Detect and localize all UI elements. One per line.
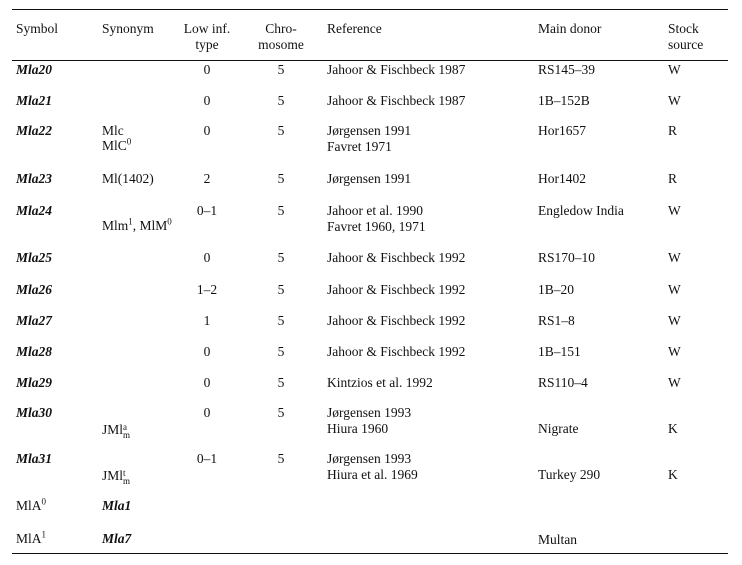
row-symbol: Mla27	[16, 313, 53, 328]
row-symbol: MlA$^1$	[16, 529, 47, 546]
row-synonym: Mlc	[102, 123, 124, 138]
row-low-inf: 1	[203, 313, 211, 328]
header-chromosome-line2: mosome	[258, 37, 304, 52]
header-main-donor: Main donor	[538, 21, 602, 36]
row-donor: Turkey 290	[538, 467, 601, 482]
row-low-inf: 0	[203, 405, 211, 420]
row-symbol: Mla24	[16, 203, 53, 218]
row-donor: Multan	[538, 532, 577, 547]
row-chromosome: 5	[277, 171, 285, 186]
row-reference: Jahoor & Fischbeck 1987	[327, 62, 466, 77]
row-reference-2: Favret 1971	[327, 139, 392, 154]
row-stock: W	[668, 62, 681, 77]
row-reference: Jahoor & Fischbeck 1987	[327, 93, 466, 108]
row-low-inf: 0	[203, 62, 211, 77]
row-reference-2: Hiura 1960	[327, 421, 389, 436]
row-symbol: Mla25	[16, 250, 53, 265]
table-header-rule	[12, 60, 728, 61]
header-symbol: Symbol	[16, 21, 59, 36]
row-symbol: MlA$^0$	[16, 496, 47, 513]
header-stock	[668, 21, 703, 53]
row-reference: Jahoor & Fischbeck 1992	[327, 250, 466, 265]
row-synonym: JMl t m	[102, 468, 131, 486]
row-stock: W	[668, 344, 681, 359]
row-reference-2: Favret 1960, 1971	[327, 219, 426, 234]
row-low-inf: 0–1	[196, 451, 218, 466]
row-stock: R	[668, 171, 678, 186]
row-reference: Jørgensen 1993	[327, 451, 412, 466]
row-chromosome: 5	[277, 282, 285, 297]
row-synonym-2: MlC$^0$	[102, 136, 132, 153]
row-donor: 1B–151	[538, 344, 581, 359]
row-stock: K	[668, 421, 678, 436]
row-reference: Jørgensen 1991	[327, 123, 412, 138]
header-synonym: Synonym	[102, 21, 154, 36]
row-reference: Jørgensen 1993	[327, 405, 412, 420]
row-chromosome: 5	[277, 203, 285, 218]
row-donor: RS145–39	[538, 62, 596, 77]
row-donor: RS1–8	[538, 313, 575, 328]
row-donor: Engledow India	[538, 203, 624, 218]
row-stock: K	[668, 467, 678, 482]
row-reference: Jahoor & Fischbeck 1992	[327, 344, 466, 359]
row-low-inf: 0	[203, 123, 211, 138]
row-low-inf: 0	[203, 250, 211, 265]
row-donor: RS110–4	[538, 375, 588, 390]
row-stock: W	[668, 375, 681, 390]
row-synonym: JMl a m	[102, 422, 131, 440]
row-synonym: Mla7	[102, 531, 132, 546]
header-stock-line1: Stock	[668, 21, 699, 36]
row-chromosome: 5	[277, 313, 285, 328]
row-donor: RS170–10	[538, 250, 596, 265]
table-bottom-rule	[12, 553, 728, 554]
row-stock: W	[668, 282, 681, 297]
row-reference: Jahoor & Fischbeck 1992	[327, 313, 466, 328]
row-synonym: Mla1	[102, 498, 132, 513]
row-symbol: Mla22	[16, 123, 53, 138]
row-chromosome: 5	[277, 344, 285, 359]
row-synonym: Ml(1402)	[102, 171, 154, 186]
row-symbol: Mla26	[16, 282, 53, 297]
row-donor: Hor1402	[538, 171, 586, 186]
row-low-inf: 0	[203, 93, 211, 108]
row-low-inf: 1–2	[196, 282, 218, 297]
header-low-inf-line2: type	[195, 37, 219, 52]
row-symbol: Mla21	[16, 93, 53, 108]
row-low-inf: 2	[203, 171, 211, 186]
row-chromosome: 5	[277, 405, 285, 420]
row-donor: Hor1657	[538, 123, 586, 138]
row-stock: W	[668, 93, 681, 108]
header-stock-line2: source	[668, 37, 704, 52]
table-top-rule	[12, 9, 728, 10]
row-reference-2: Hiura et al. 1969	[327, 467, 418, 482]
row-chromosome: 5	[277, 62, 285, 77]
header-low-inf-line1: Low inf.	[183, 21, 231, 36]
row-symbol: Mla23	[16, 171, 53, 186]
row-stock: W	[668, 203, 681, 218]
row-donor: Nigrate	[538, 421, 579, 436]
row-chromosome: 5	[277, 123, 285, 138]
row-symbol: Mla28	[16, 344, 53, 359]
row-symbol: Mla20	[16, 62, 53, 77]
row-reference: Jahoor et al. 1990	[327, 203, 423, 218]
row-chromosome: 5	[277, 375, 285, 390]
row-chromosome: 5	[277, 451, 285, 466]
row-low-inf: 0	[203, 344, 211, 359]
row-synonym: Mlm$^1$, MlM$^0$	[102, 216, 172, 233]
row-donor: 1B–20	[538, 282, 575, 297]
header-chromosome	[245, 21, 317, 53]
header-reference: Reference	[327, 21, 382, 36]
row-symbol: Mla29	[16, 375, 53, 390]
row-low-inf: 0	[203, 375, 211, 390]
header-low-inf	[172, 21, 242, 53]
row-reference: Jørgensen 1991	[327, 171, 412, 186]
row-symbol: Mla30	[16, 405, 53, 420]
row-low-inf: 0–1	[196, 203, 218, 218]
row-reference: Jahoor & Fischbeck 1992	[327, 282, 466, 297]
row-reference: Kintzios et al. 1992	[327, 375, 433, 390]
row-stock: W	[668, 313, 681, 328]
row-symbol: Mla31	[16, 451, 53, 466]
row-chromosome: 5	[277, 93, 285, 108]
row-stock: R	[668, 123, 678, 138]
header-chromosome-line1: Chro-	[265, 21, 297, 36]
row-chromosome: 5	[277, 250, 285, 265]
row-donor: 1B–152B	[538, 93, 590, 108]
row-stock: W	[668, 250, 681, 265]
